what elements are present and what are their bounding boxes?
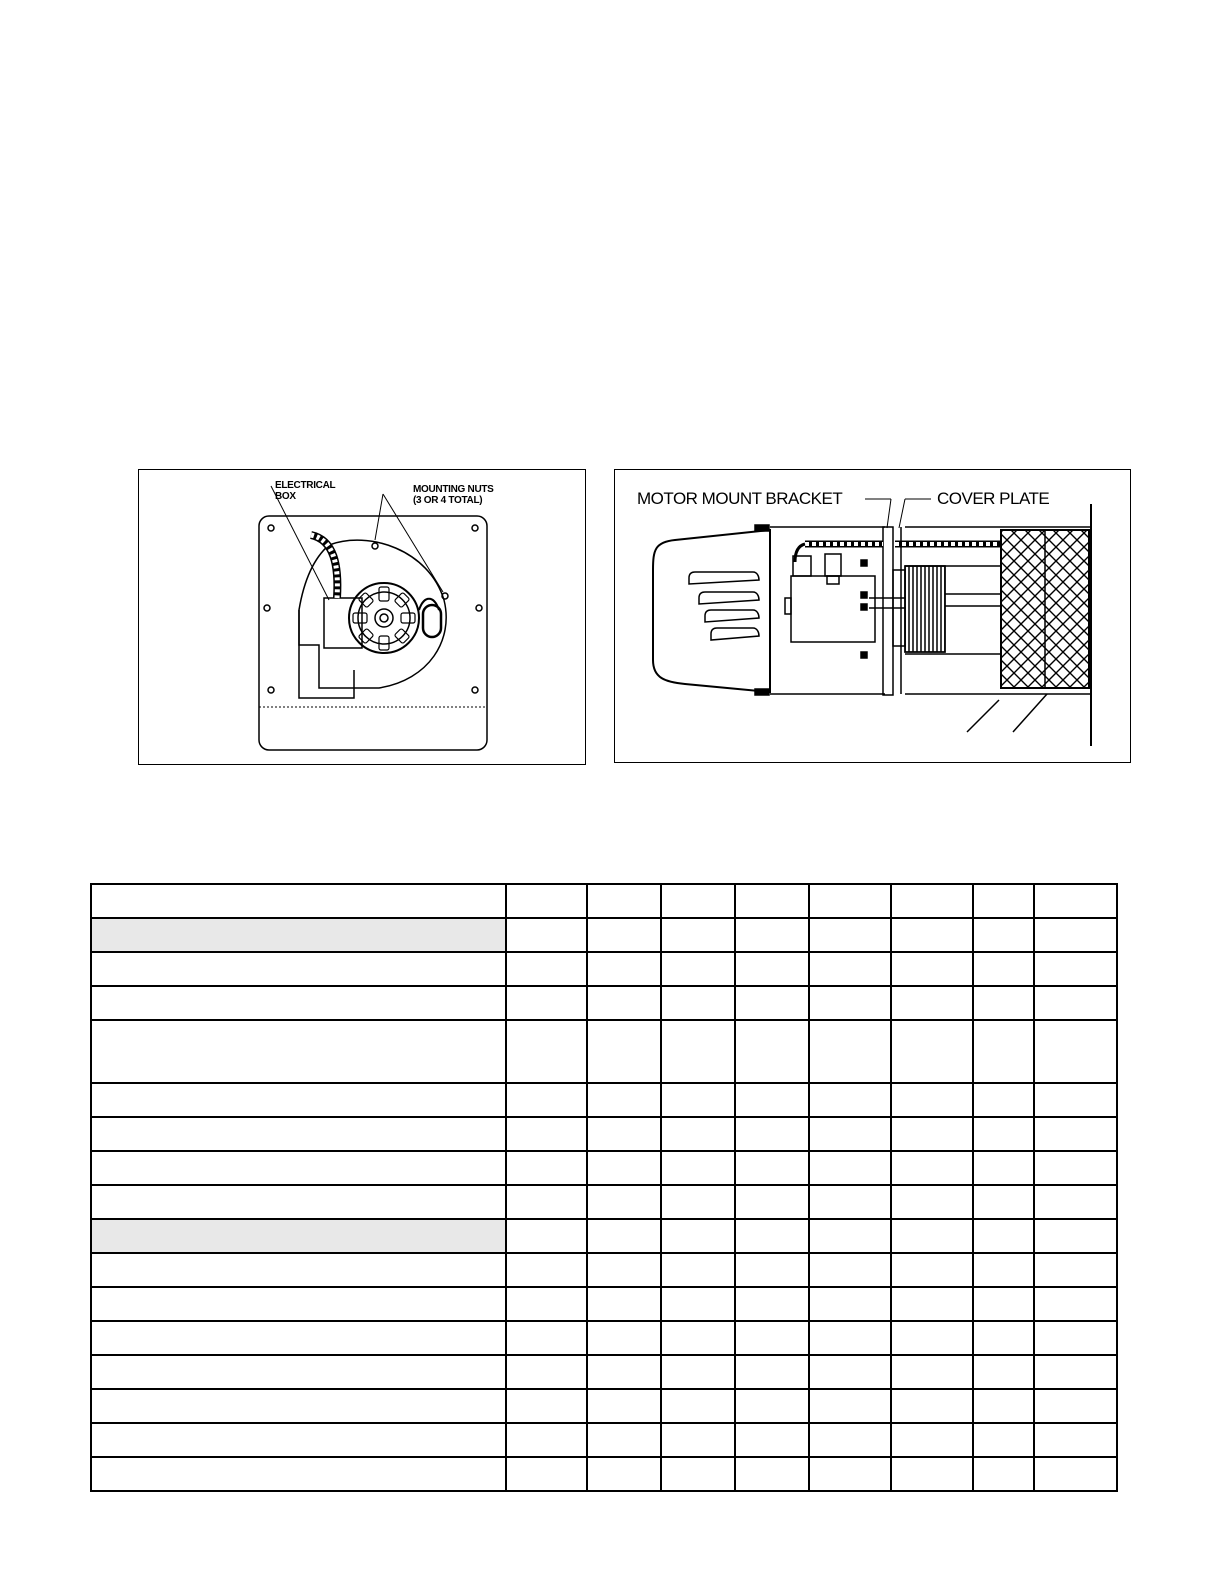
table-cell	[661, 1287, 735, 1321]
table-cell	[973, 1389, 1034, 1423]
table-cell	[1034, 1457, 1117, 1491]
table-cell	[973, 1219, 1034, 1253]
table-cell	[891, 918, 973, 952]
table-cell	[1034, 1321, 1117, 1355]
table-row-label-cell	[91, 918, 506, 952]
table-cell	[506, 1151, 587, 1185]
table-row	[91, 1321, 1117, 1355]
table-cell	[661, 1083, 735, 1117]
blower-side-view-drawing	[615, 470, 1132, 764]
table-cell	[587, 1287, 661, 1321]
table-cell	[973, 1185, 1034, 1219]
table-cell	[1034, 1355, 1117, 1389]
table-row-label-cell	[91, 1457, 506, 1491]
table-header-row	[91, 884, 1117, 918]
table-cell	[973, 952, 1034, 986]
table-cell	[809, 1020, 891, 1083]
table-cell	[506, 986, 587, 1020]
blower-side-view-figure	[614, 469, 1131, 763]
table-row-label-cell	[91, 1321, 506, 1355]
table-cell	[891, 1185, 973, 1219]
table-cell	[735, 986, 809, 1020]
mounting-nuts-label: MOUNTING NUTS (3 OR 4 TOTAL)	[413, 484, 494, 506]
table-cell	[661, 884, 735, 918]
table-row-label-cell	[91, 1253, 506, 1287]
electrical-box-label: ELECTRICAL BOX	[275, 480, 336, 502]
table-cell	[506, 1423, 587, 1457]
table-cell	[661, 1355, 735, 1389]
table-cell	[506, 1185, 587, 1219]
table-cell	[506, 918, 587, 952]
table-row	[91, 1083, 1117, 1117]
table-cell	[1034, 952, 1117, 986]
table-cell	[661, 952, 735, 986]
table-cell	[891, 1253, 973, 1287]
table-cell	[587, 1389, 661, 1423]
table-cell	[891, 1355, 973, 1389]
table-row	[91, 1020, 1117, 1083]
table-row-label-cell	[91, 1389, 506, 1423]
table-row	[91, 1389, 1117, 1423]
table-cell	[735, 1423, 809, 1457]
table-cell	[973, 1457, 1034, 1491]
table-cell	[891, 1287, 973, 1321]
table-cell	[587, 1219, 661, 1253]
table-section-row	[91, 1219, 1117, 1253]
table-cell	[1034, 1423, 1117, 1457]
table-row-label-cell	[91, 1083, 506, 1117]
table-row	[91, 1253, 1117, 1287]
table-cell	[973, 1151, 1034, 1185]
table-cell	[1034, 1253, 1117, 1287]
table-cell	[809, 1253, 891, 1287]
table-cell	[973, 1253, 1034, 1287]
table-cell	[809, 986, 891, 1020]
table-cell	[973, 918, 1034, 952]
table-cell	[506, 1321, 587, 1355]
table-cell	[735, 1287, 809, 1321]
table-row-label-cell	[91, 1219, 506, 1253]
table-row	[91, 1287, 1117, 1321]
table-row	[91, 1355, 1117, 1389]
table-row	[91, 1117, 1117, 1151]
blower-front-view-drawing	[139, 470, 587, 766]
table-cell	[973, 1321, 1034, 1355]
table-cell	[891, 1020, 973, 1083]
table-cell	[1034, 1151, 1117, 1185]
table-cell	[891, 1389, 973, 1423]
table-cell	[587, 884, 661, 918]
table-cell	[891, 1117, 973, 1151]
table-section-row	[91, 918, 1117, 952]
table-row	[91, 1457, 1117, 1491]
cover-plate-label: COVER PLATE	[937, 489, 1050, 508]
table-cell	[973, 1117, 1034, 1151]
table-cell	[1034, 918, 1117, 952]
table-cell	[735, 952, 809, 986]
table-cell	[587, 1185, 661, 1219]
table-row	[91, 952, 1117, 986]
table-cell	[809, 1287, 891, 1321]
table-cell	[587, 986, 661, 1020]
table-cell	[809, 1423, 891, 1457]
table-cell	[735, 1321, 809, 1355]
table-cell	[661, 1151, 735, 1185]
table-cell	[506, 1287, 587, 1321]
table-cell	[1034, 1219, 1117, 1253]
table-row	[91, 1151, 1117, 1185]
table-row-label-cell	[91, 1355, 506, 1389]
table-cell	[506, 1355, 587, 1389]
specifications-table	[90, 883, 1118, 1492]
table-row-label-cell	[91, 1117, 506, 1151]
table-row-label-cell	[91, 986, 506, 1020]
table-cell	[506, 884, 587, 918]
table-cell	[809, 1355, 891, 1389]
table-cell	[506, 952, 587, 986]
table-cell	[506, 1253, 587, 1287]
table-cell	[661, 1117, 735, 1151]
table-cell	[735, 1355, 809, 1389]
table-row-label-cell	[91, 1020, 506, 1083]
table-cell	[809, 1457, 891, 1491]
table-cell	[587, 1117, 661, 1151]
table-row-label-cell	[91, 1151, 506, 1185]
table-cell	[1034, 1287, 1117, 1321]
table-cell	[973, 884, 1034, 918]
table-cell	[891, 1151, 973, 1185]
table-cell	[506, 1219, 587, 1253]
table-cell	[661, 1457, 735, 1491]
table-cell	[891, 1083, 973, 1117]
table-cell	[809, 952, 891, 986]
table-cell	[973, 1423, 1034, 1457]
table-cell	[891, 884, 973, 918]
table-row-label-cell	[91, 952, 506, 986]
table-cell	[587, 1423, 661, 1457]
table-cell	[1034, 1117, 1117, 1151]
table-cell	[891, 1457, 973, 1491]
table-cell	[735, 1117, 809, 1151]
table-cell	[587, 1020, 661, 1083]
table-cell	[891, 1219, 973, 1253]
table-cell	[809, 1151, 891, 1185]
table-cell	[506, 1389, 587, 1423]
table-row	[91, 1423, 1117, 1457]
table-cell	[735, 1151, 809, 1185]
table-cell	[891, 952, 973, 986]
table-cell	[1034, 884, 1117, 918]
table-cell	[506, 1083, 587, 1117]
table-cell	[891, 1321, 973, 1355]
table-cell	[506, 1457, 587, 1491]
table-cell	[661, 1389, 735, 1423]
table-cell	[891, 1423, 973, 1457]
table-cell	[809, 1219, 891, 1253]
table-cell	[973, 1083, 1034, 1117]
table-cell	[661, 1253, 735, 1287]
table-cell	[735, 1253, 809, 1287]
table-cell	[809, 1117, 891, 1151]
table-cell	[661, 986, 735, 1020]
table-cell	[809, 1083, 891, 1117]
table-cell	[661, 1185, 735, 1219]
table-cell	[735, 1389, 809, 1423]
table-cell	[1034, 1185, 1117, 1219]
table-row-label-cell	[91, 1287, 506, 1321]
table-row-label-cell	[91, 884, 506, 918]
housing-plate	[259, 516, 487, 750]
table-cell	[891, 986, 973, 1020]
motor-mount-bracket-label: MOTOR MOUNT BRACKET	[637, 489, 843, 508]
table-cell	[809, 1321, 891, 1355]
table-cell	[661, 1020, 735, 1083]
table-cell	[735, 1219, 809, 1253]
table-cell	[735, 1083, 809, 1117]
table-cell	[973, 986, 1034, 1020]
table-cell	[587, 1457, 661, 1491]
table-cell	[735, 884, 809, 918]
table-cell	[506, 1020, 587, 1083]
table-cell	[587, 1083, 661, 1117]
table-cell	[1034, 1083, 1117, 1117]
table-cell	[809, 918, 891, 952]
table-cell	[661, 1219, 735, 1253]
table-cell	[973, 1020, 1034, 1083]
table-cell	[809, 884, 891, 918]
table-cell	[587, 1253, 661, 1287]
table-row	[91, 986, 1117, 1020]
table-row-label-cell	[91, 1423, 506, 1457]
table-cell	[587, 918, 661, 952]
table-cell	[1034, 1389, 1117, 1423]
table-cell	[973, 1355, 1034, 1389]
table-row	[91, 1185, 1117, 1219]
table-cell	[1034, 1020, 1117, 1083]
table-cell	[661, 918, 735, 952]
table-cell	[809, 1389, 891, 1423]
table-cell	[587, 1355, 661, 1389]
table-cell	[1034, 986, 1117, 1020]
table-cell	[735, 1457, 809, 1491]
table-cell	[587, 1151, 661, 1185]
table-cell	[809, 1185, 891, 1219]
table-cell	[735, 1020, 809, 1083]
table-cell	[973, 1287, 1034, 1321]
table-cell	[735, 918, 809, 952]
table-cell	[587, 952, 661, 986]
table-cell	[661, 1321, 735, 1355]
table-cell	[735, 1185, 809, 1219]
table-row-label-cell	[91, 1185, 506, 1219]
table-cell	[661, 1423, 735, 1457]
table-cell	[506, 1117, 587, 1151]
blower-front-view-figure	[138, 469, 586, 765]
table-cell	[587, 1321, 661, 1355]
